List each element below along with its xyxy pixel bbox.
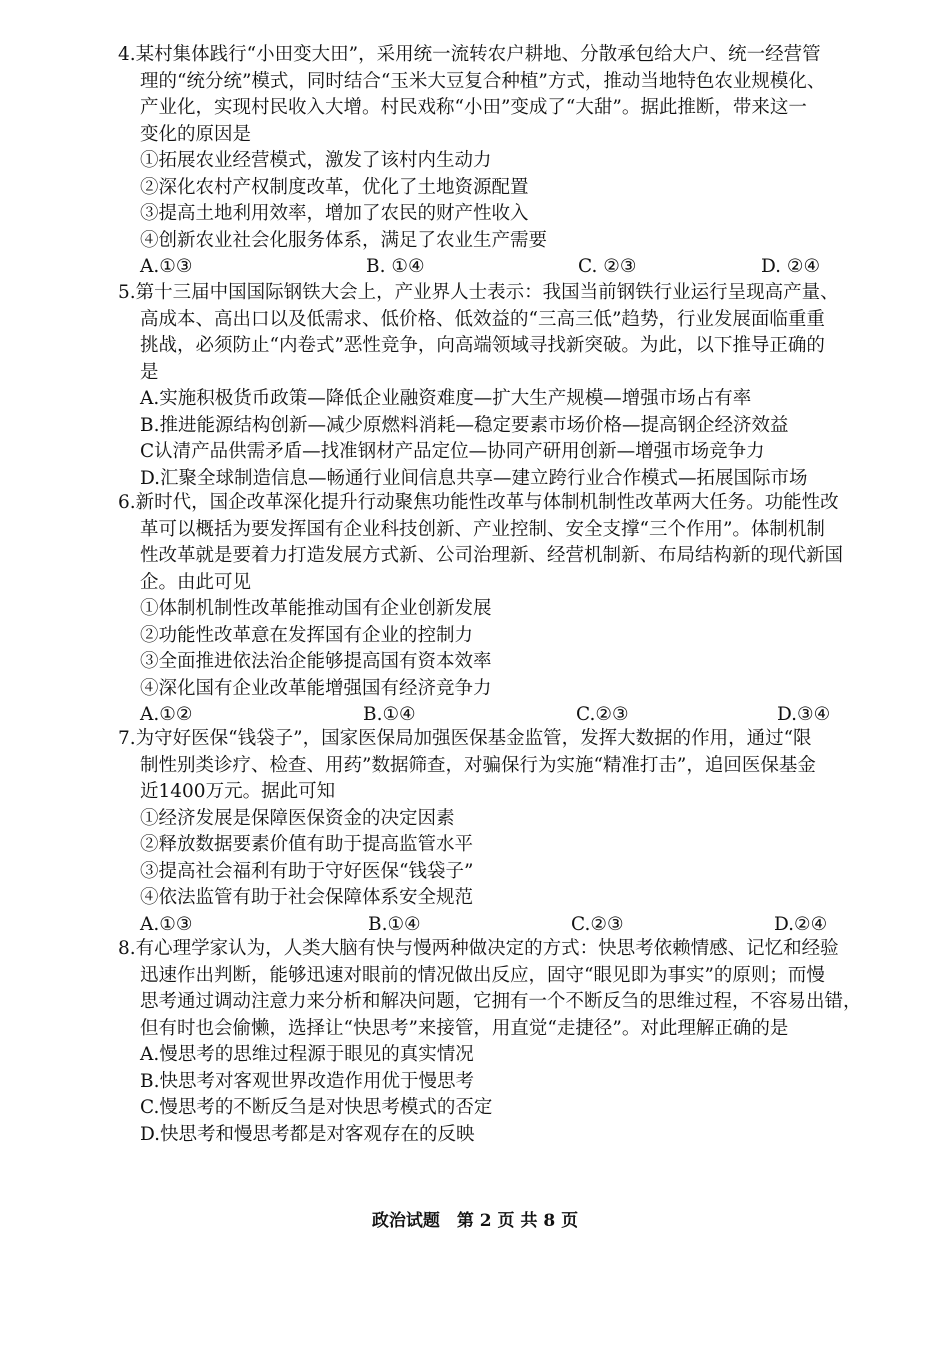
statement-item: ③全面推进依法治企能够提高国有资本效率 [140,651,492,672]
question-stem-line: 制性别类诊疗、检查、用药”数据筛查，对骗保行为实施“精准打击”，追回医保基金 [140,754,816,776]
question-stem-line: 革可以概括为要发挥国有企业科技创新、产业控制、安全支撑“三个作用”。体制机制 [140,518,825,540]
choice-a[interactable]: A.慢思考的思维过程源于眼见的真实情况 [140,1044,474,1065]
choice-b[interactable]: B.①④ [363,704,416,725]
choice-c[interactable]: C.②③ [571,913,624,935]
question-stem-line: 7.为守好医保“钱袋子”，国家医保局加强医保基金监管，发挥大数据的作用，通过“限 [118,728,812,749]
question-6 [118,490,888,729]
question-stem-line: 思考通过调动注意力来分析和解决问题，它拥有一个不断反刍的思维过程，不容易出错， [140,991,862,1012]
question-stem-line: 是 [140,361,159,383]
question-stem-line: 迅速作出判断，能够迅速对眼前的情况做出反应，固守“眼见即为事实”的原则；而慢 [140,964,825,986]
question-stem-line: 理的“统分统”模式，同时结合“玉米大豆复合种植”方式，推动当地特色农业规模化、 [140,70,826,92]
choice-d[interactable]: D. ②④ [761,256,821,277]
question-stem-line: 变化的原因是 [140,123,252,145]
choice-b[interactable]: B.①④ [368,913,421,935]
question-stem-line: 产业化，实现村民收入大增。村民戏称“小田”变成了“大甜”。据此推断，带来这一 [140,97,807,118]
choice-a[interactable]: A.①② [140,704,193,725]
choice-row [118,912,888,939]
question-5 [118,280,888,492]
choice-c[interactable]: C.②③ [576,704,629,725]
choice-b[interactable]: B. ①④ [366,256,425,277]
statement-item: ①拓展农业经营模式，激发了该村内生动力 [140,150,492,171]
choice-c[interactable]: C认清产品供需矛盾—找准钢材产品定位—协同产研用创新—增强市场竞争力 [140,441,765,462]
statement-item: ③提高社会福利有助于守好医保“钱袋子” [140,860,474,882]
choice-row [118,254,888,281]
choice-a[interactable]: A.实施积极货币政策—降低企业融资难度—扩大生产规模—增强市场占有率 [140,388,752,409]
choice-d[interactable]: D.③④ [777,704,831,725]
question-stem-line: 高成本、高出口以及低需求、低价格、低效益的“三高三低”趋势，行业发展面临重重 [140,308,825,330]
question-stem-line: 5.第十三届中国国际钢铁大会上，产业界人士表示：我国当前钢铁行业运行呈现高产量、 [118,282,839,303]
statement-item: ④深化国有企业改革能增强国有经济竞争力 [140,677,492,699]
statement-item: ④创新农业社会化服务体系，满足了农业生产需要 [140,229,548,251]
statement-item: ②释放数据要素价值有助于提高监管水平 [140,834,474,855]
choice-b[interactable]: B.快思考对客观世界改造作用优于慢思考 [140,1070,474,1092]
statement-item: ②深化农村产权制度改革，优化了土地资源配置 [140,176,529,198]
question-4 [118,42,888,281]
question-stem-line: 但有时也会偷懒，选择让“快思考”来接管，用直觉“走捷径”。对此理解正确的是 [140,1017,789,1039]
question-7 [118,726,888,938]
question-8 [118,936,888,1148]
statement-item: ②功能性改革意在发挥国有企业的控制力 [140,624,474,646]
choice-a[interactable]: A.①③ [140,256,193,277]
choice-a[interactable]: A.①③ [140,913,193,935]
page-footer: 政治试题 第 2 页 共 8 页 [371,1211,579,1231]
choice-c[interactable]: C. ②③ [578,256,637,277]
question-stem-line: 挑战，必须防止“内卷式”恶性竞争，向高端领域寻找新突破。为此，以下推导正确的 [140,335,825,356]
choice-c[interactable]: C.慢思考的不断反刍是对快思考模式的否定 [140,1097,493,1118]
question-stem-line: 企。由此可见 [140,571,252,593]
question-stem-line: 近1400万元。据此可知 [140,781,336,802]
question-stem-line: 4.某村集体践行“小田变大田”，采用统一流转农户耕地、分散承包给大户、统一经营管 [118,44,821,65]
choice-d[interactable]: D.汇聚全球制造信息—畅通行业间信息共享—建立跨行业合作模式—拓展国际市场 [140,467,808,489]
statement-item: ①经济发展是保障医保资金的决定因素 [140,807,455,829]
choice-b[interactable]: B.推进能源结构创新—减少原燃料消耗—稳定要素市场价格—提高钢企经济效益 [140,414,789,436]
question-stem-line: 6.新时代，国企改革深化提升行动聚焦功能性改革与体制机制性改革两大任务。功能性改 [118,492,839,513]
question-stem-line: 性改革就是要着力打造发展方式新、公司治理新、经营机制新、布局结构新的现代新国 [140,545,844,566]
choice-row [118,702,888,729]
statement-item: ③提高土地利用效率，增加了农民的财产性收入 [140,203,529,224]
statement-item: ①体制机制性改革能推动国有企业创新发展 [140,598,492,619]
choice-d[interactable]: D.快思考和慢思考都是对客观存在的反映 [140,1123,475,1145]
question-stem-line: 8.有心理学家认为，人类大脑有快与慢两种做决定的方式：快思考依赖情感、记忆和经验 [118,938,839,959]
choice-d[interactable]: D.②④ [774,913,828,935]
statement-item: ④依法监管有助于社会保障体系安全规范 [140,887,474,908]
